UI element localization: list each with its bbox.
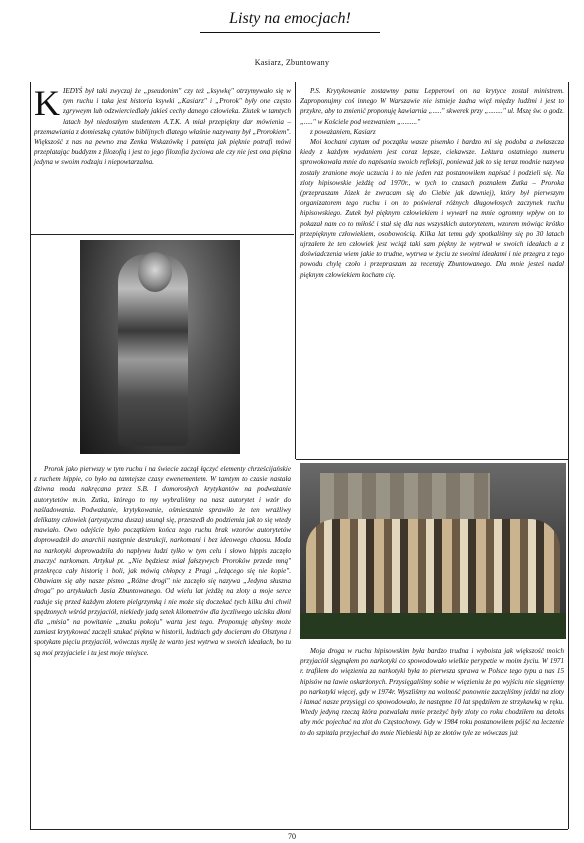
group-photo-foliage (300, 613, 566, 639)
left-bottom-paragraph: Prorok jako pierwszy w tym ruchu i na świecie zaczął łączyć elementy chrześcijańskie z ruchem hippie, co było na tamtejsze czasy ewenementem. W tamtym to czasie nastała dziwna moda nakręcana przez S.B. I domorosłych krytykantów na podważanie autorytetów m.in. Zutka, którego to my wybraliśmy na nasz autorytet i wzór do naśladowania. Podważanie, krytykowanie, ośmieszanie sprawiło że ten wrażliwy delikatny człowiek (artystyczna dusza) usunął się, przeszedł do podziemia jak to się wtedy mawiało. Owo odejście było początkiem końca tego ruchu brak wzorów autorytetów doprowadził do anarchii następnie destrukcji, narkomani i bez ideowego chaosu. Moda na narkotyki doprowadziła do napływu ludzi tylko w tym celu i słowo hippis zaczęło znaczyć narkoman. Artykuł pt. „Nie będziesz miał fałszywych Proroków przede mną" przekręca cały historię i boli, jak mówią chłopcy z Pragi „leżącego się nie kopie". Obawiam się aby nasze pismo „Różne drogi" nie zaczęło się nazywa „Jedyna słuszna droga" po artykułach Jasia Zbuntowanego. Od wielu lat jeżdżę na zloty a moje serce raduje się przed każdym złotem pielgrzymką i nie może się doczekać tych kilku dni chwil spędzonych wśród przyjaciół, niekiedy jadą setek kilometrów dla życzliwego uścisku dłoni dla „misia" na powitanie „znaku pokoju" warta jest tego. Proponuję abyśmy może zamiast krytykować zaczęli szukać piękna w historii, ludziach gdy docieram do Olsztyna i spotykam pięciu przyjaciół, wówczas myślę że warto jest wytrwa w swoich ideałach, bo tu są moi przyjaciele i tu jest moje miejsce. (34, 465, 291, 657)
right-bottom-article (300, 646, 564, 738)
right-bottom-paragraph: Moja droga w ruchu hipisowskim była bardzo trudna i wyboista jak większość moich przyjaciół sięgnąłem po narkotyki co spowodowało wielkie perypetie w moim życiu. W 1971 r. trafiłem do więzienia za narkotyki była to pierwsza sprawa w Polsce tego typu a nas 15 hipisów na lawie oskarżonych. Przysięgaliśmy sobie w więzieniu że po wyjściu nie sięgniemy po narkotyki więcej, gdy w 1974r. Wyszliśmy na wolność ponownie zaczęliśmy jeździ na zloty i łamać nasze przysięgi co spowodowało, że następne 10 lat spędziłem ze strzykawką w ręku. Wtedy jedyną rzeczą która pozwalała mnie przeżyć były zloty co roku chodziłem na detoks aby móc pojechać na zlot do Częstochowy. Gdy w 1984 roku postanowiłem pójść na leczenie to do szpitala przyjechał do mnie Niebieski hip ze złotów tyle ze wówczas już (300, 647, 564, 737)
group-photo (300, 463, 566, 639)
right-column-rule (568, 82, 569, 829)
left-bottom-article (34, 464, 291, 658)
right-section-divider (296, 459, 568, 460)
title-underline (200, 32, 380, 33)
byline: Kasiarz, Zbuntowany (254, 58, 330, 67)
page-title: Listy na emocjach! (229, 10, 351, 27)
bottom-rule (30, 829, 568, 830)
center-column-rule (295, 82, 296, 459)
right-top-article (300, 86, 564, 280)
portrait-head (138, 252, 172, 292)
left-top-text: IEDYŚ był taki zwyczaj że „pseudonim" czy też „ksywkę" otrzymywało się w tym ruchu i taka jest historia ksywki „Kasiarz" i „Prorok" były one często zgryweym lub odzwierciedlały jakieś cechy danego człowieka. Ziutek w tamtych latach był niedoszłym studentem A.T.K. A miał przepiękny dar mówienia – przemawiania z domieszką cytatów biblijnych dlatego właśnie nazywany był „Prorokiem". Większość z nas na pewno zna Zenka Wskazówkę i pamięta jak pięknie potrafi mówi przeplatając buddyzm z filozofią i jest to jego filozofia życiowa ale czy nie jest ona piękna jedyna w swoim rodzaju i niepowtarzalna. (34, 87, 292, 167)
left-section-divider (30, 234, 294, 235)
portrait-photo (80, 240, 240, 454)
ps-paragraph: P.S. Krytykowanie zostawmy panu Lepperowi on na krytyce został ministrem. Zaproponujmy coś innego W Warszawie nie istnieje żadna więź między ludźmi i jest to przykre, aby to zmienić proponuję kawiarnia „....." skwerek przy „........" ul. Mszę św. o godz. „....." w Kościele pod wezwaniem „........." (300, 87, 564, 126)
left-column-rule (30, 82, 31, 829)
drop-cap: K (34, 83, 60, 123)
group-photo-crowd (306, 519, 560, 619)
left-top-article (34, 83, 292, 168)
letter-paragraph: Moi kochani czytam od początku wasze pisemko i bardzo mi się podoba a zwłaszcza kiedy z każdym wydaniem jest coraz lepsze, ciekawsze. Lektura ostatniego numeru sprowokowała mnie do napisania swoich refleksji, ponieważ jak to się teraz modnie nazywa zostały zranione moje uczucia i to nie jeden raz postanowiłem napisać i podzieli się. Na zloty hipisowskie jeżdżę od 1970r., w tych to czasach poznałem Zutka – Proroka (przepraszam Józek że zwracam się do Ciebie jak dawniej), który był pierwszym organizatorem tego ruchu i on to poświerał różnych długowłosych zaczynek ruchu hipisowskiego. Zutek był pięknym człowiekiem i wywarł na mnie ogromny wpływ on to pokazał nam co to miłość i stał się dla nas wszystkich autorytetem, wzorem mówiąc krótko przepięknym człowiekiem, osobowością. Kilka lat temu gdy spotkaliśmy się po 30 latach ujrzałem że ten człowiek jest wciąż taki sam piękny że wytrwał w swoich ideałach a z doświadczenia wiem jakie to trudne, wytrwa w życiu ze swoimi ideałami i nie przegra z tego powodu chylę czoło i przepraszam za recenzję Zbuntowanego. Dla mnie jesteś nadal pięknym człowiekiem kocham cię. (300, 138, 564, 279)
signature-line: z poważaniem, Kasiarz (310, 127, 376, 136)
page-number: 70 (288, 832, 296, 841)
